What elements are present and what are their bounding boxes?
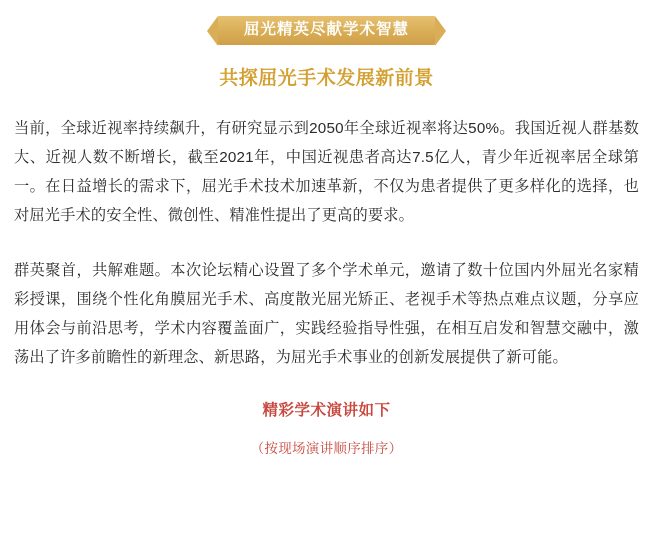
footer-subtext: （按现场演讲顺序排序） [250, 440, 403, 456]
footer-heading: 精彩学术演讲如下 [262, 401, 391, 419]
banner-container [0, 0, 653, 45]
banner-ribbon: 屈光精英尽献学术智慧 [218, 16, 435, 45]
paragraph: 群英聚首，共解难题。本次论坛精心设置了多个学术单元，邀请了数十位国内外屈光名家精彩授课，围绕个性化角膜屈光手术、高度散光屈光矫正、老视手术等热点难点议题，分享应用体会与前沿思考，学术内容覆盖面广，实践经验指导性强，在相互启发和智慧交融中，激荡出了许多前瞻性的新理念、新思路，为屈光手术事业的创新发展提供了新可能。 [14, 261, 639, 366]
page-title: 共探屈光手术发展新前景 [219, 67, 434, 89]
article-footer [0, 398, 653, 457]
paragraph: 当前，全球近视率持续飙升，有研究显示到2050年全球近视率将达50%。我国近视人群基数大、近视人数不断增长，截至2021年，中国近视患者高达7.5亿人，青少年近视率居全球第一。在日益增长的需求下，屈光手术技术加速革新，不仅为患者提供了更多样化的选择，也对屈光手术的安全性、微创性、精准性提出了更高的要求。 [14, 119, 639, 224]
article-body [14, 114, 639, 372]
